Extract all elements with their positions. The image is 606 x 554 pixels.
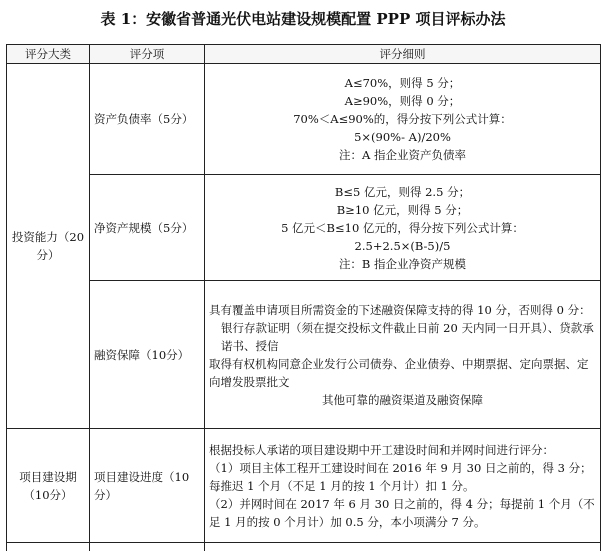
category-cell: 项目建设期（10分） bbox=[7, 429, 90, 543]
detail-line: A≥90%，则得 0 分； bbox=[344, 94, 461, 108]
detail-line: 注：A 指企业资产负债率 bbox=[339, 148, 466, 162]
detail-line: 银行存款证明（须在提交投标文件截止日前 20 天内同一日开具）、贷款承诺书、授信 bbox=[221, 320, 594, 353]
detail-line: A≤70%，则得 5 分； bbox=[344, 76, 461, 90]
detail-line: 5 亿元＜B≤10 亿元的，得分按下列公式计算： bbox=[281, 220, 524, 235]
header-category: 评分大类 bbox=[7, 45, 90, 64]
category-cell: 投资能力（20分） bbox=[7, 64, 90, 429]
table-header-row bbox=[7, 45, 601, 64]
detail-line: 取得有权机构同意企业发行公司债券、企业债券、中期票据、定向票据、定向增发股票批文 bbox=[209, 356, 589, 389]
detail-line: 2.5+2.5×(B-5)/5 bbox=[354, 238, 451, 253]
table-row-cut bbox=[7, 543, 601, 552]
item-cell: 资产负债率（5分） bbox=[90, 64, 205, 175]
table-row bbox=[7, 64, 601, 175]
item-cell: 融资保障（10分） bbox=[90, 281, 205, 429]
detail-line: 70%＜A≤90%的，得分按下列公式计算： bbox=[293, 112, 512, 126]
item-cell: 净资产规模（5分） bbox=[90, 175, 205, 281]
detail-cell bbox=[205, 429, 601, 543]
detail-cell bbox=[205, 175, 601, 281]
header-detail: 评分细则 bbox=[205, 45, 601, 64]
detail-line: 注：B 指企业净资产规模 bbox=[338, 256, 467, 271]
table-row bbox=[7, 175, 601, 281]
detail-cell bbox=[205, 281, 601, 429]
detail-line: 5×(90%- A)/20% bbox=[354, 130, 451, 144]
detail-line: B≥10 亿元，则得 5 分； bbox=[336, 202, 469, 217]
detail-line: 具有覆盖申请项目所需资金的下述融资保障支持的得 10 分，否则得 0 分： bbox=[209, 302, 591, 317]
detail-line: （2）并网时间在 2017 年 6 月 30 日之前的，得 4 分；每提前 1 个月（不足 1 月的按 0 个月计）加 0.5 分，本小项满分 7 分。 bbox=[209, 496, 595, 529]
detail-line: 其他可靠的融资渠道及融资保障 bbox=[322, 392, 483, 407]
header-item: 评分项 bbox=[90, 45, 205, 64]
table-row bbox=[7, 429, 601, 543]
table-row bbox=[7, 281, 601, 429]
detail-line: B≤5 亿元，则得 2.5 分； bbox=[334, 184, 471, 199]
detail-cell bbox=[205, 64, 601, 175]
page-title: 表 1：安徽省普通光伏电站建设规模配置 PPP 项目评标办法 bbox=[100, 10, 506, 28]
detail-line: （1）项目主体工程开工建设时间在 2016 年 9 月 30 日之前的，得 3 分；每推迟 1 个月（不足 1 月的按 1 个月计）扣 1 分。 bbox=[209, 460, 592, 493]
detail-line: 根据投标人承诺的项目建设期中开工建设时间和并网时间进行评分： bbox=[209, 442, 554, 457]
item-cell: 项目建设进度（10分） bbox=[90, 429, 205, 543]
scoring-table bbox=[6, 44, 601, 551]
